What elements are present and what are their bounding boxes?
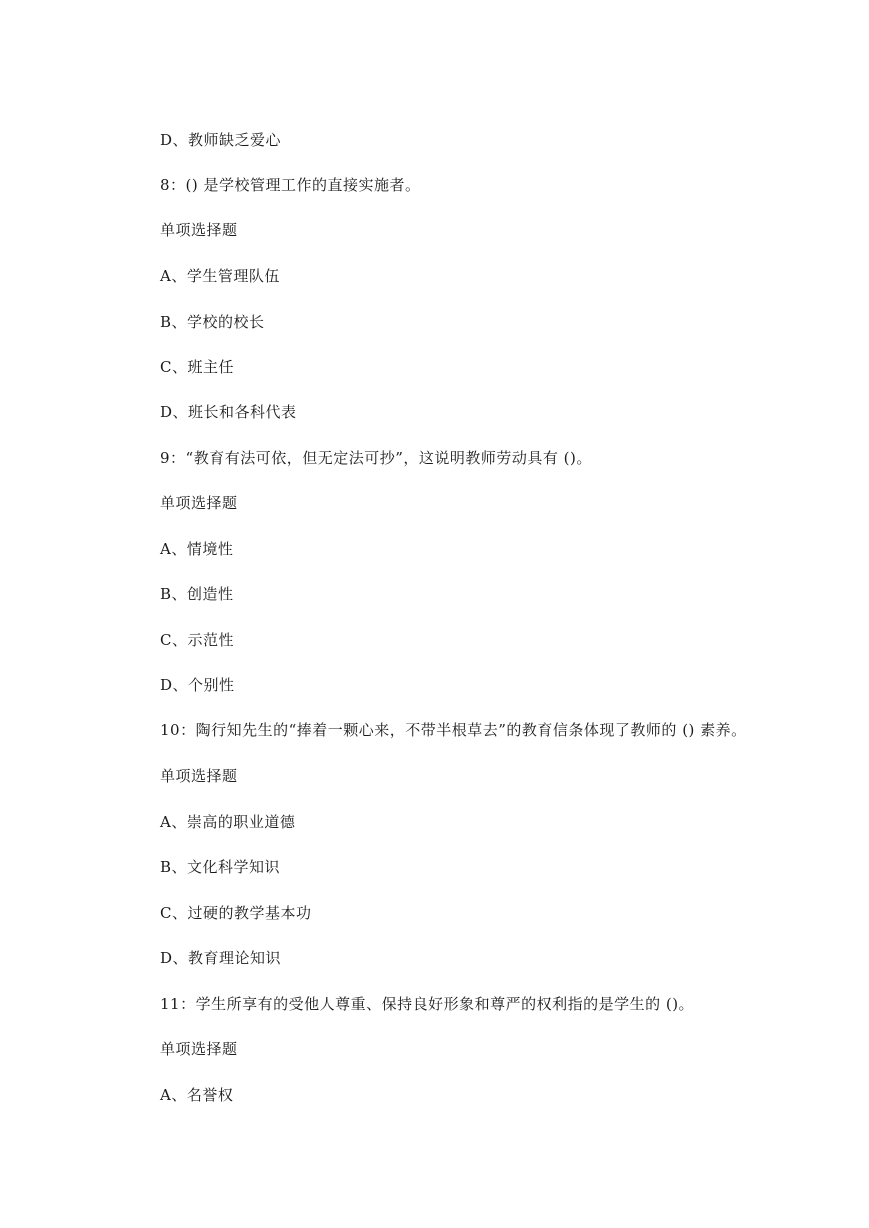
- option-9a: A、情境性: [160, 540, 234, 558]
- question-11: 11：学生所享有的受他人尊重、保持良好形象和尊严的权利指的是学生的 ()。: [160, 995, 695, 1013]
- option-9c: C、示范性: [160, 631, 234, 649]
- option-9d: D、个别性: [160, 676, 235, 694]
- question-type-11: 单项选择题: [160, 1040, 238, 1058]
- question-type-8: 单项选择题: [160, 221, 238, 239]
- question-8: 8：() 是学校管理工作的直接实施者。: [160, 176, 421, 194]
- option-10c: C、过硬的教学基本功: [160, 904, 312, 922]
- option-10a: A、崇高的职业道德: [160, 813, 296, 831]
- option-10d: D、教育理论知识: [160, 949, 282, 967]
- question-10: 10：陶行知先生的“捧着一颗心来，不带半根草去”的教育信条体现了教师的 () 素养。: [160, 721, 747, 739]
- option-10b: B、文化科学知识: [160, 858, 281, 876]
- option-8c: C、班主任: [160, 358, 234, 376]
- option-7d: D、教师缺乏爱心: [160, 131, 282, 149]
- option-8b: B、学校的校长: [160, 313, 265, 331]
- option-11a: A、名誉权: [160, 1086, 234, 1104]
- question-9: 9：“教育有法可依，但无定法可抄”，这说明教师劳动具有 ()。: [160, 449, 592, 467]
- question-type-9: 单项选择题: [160, 494, 238, 512]
- option-8a: A、学生管理队伍: [160, 267, 280, 285]
- question-type-10: 单项选择题: [160, 767, 238, 785]
- option-9b: B、创造性: [160, 585, 234, 603]
- option-8d: D、班长和各科代表: [160, 403, 297, 421]
